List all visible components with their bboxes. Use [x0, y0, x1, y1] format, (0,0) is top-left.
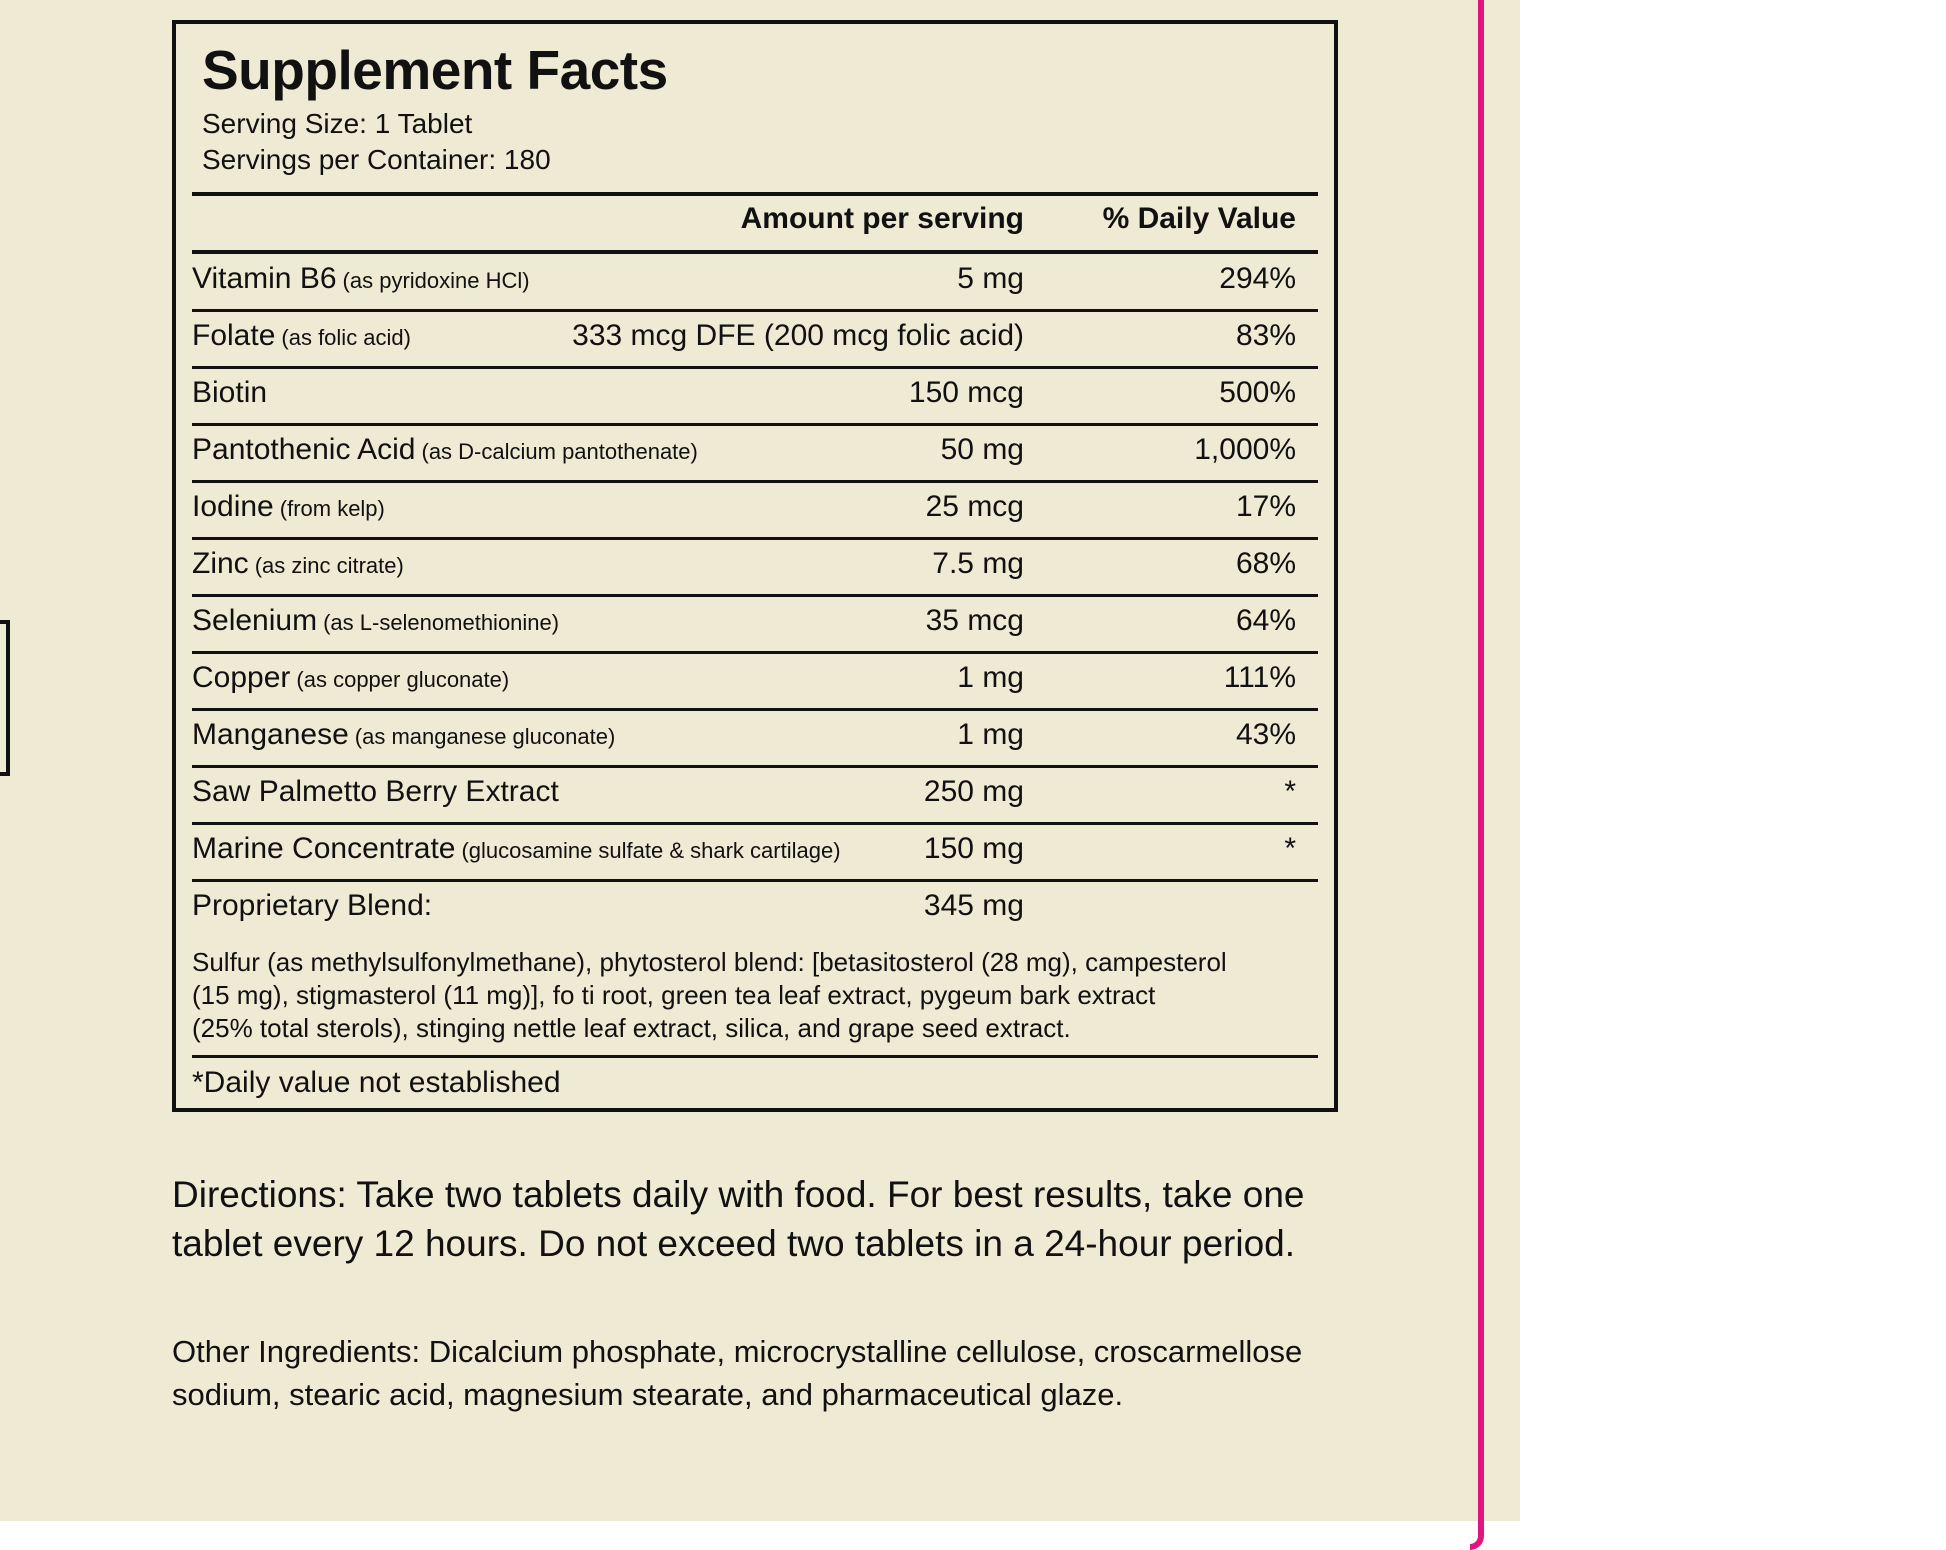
divider — [192, 423, 1318, 426]
nutrient-amount: 345 mg — [923, 889, 1024, 922]
nutrient-label: Zinc — [192, 547, 249, 580]
nutrient-row — [192, 826, 1318, 880]
daily-value-footnote: *Daily value not established — [192, 1066, 561, 1099]
divider — [192, 250, 1318, 254]
divider — [192, 480, 1318, 483]
divider — [192, 366, 1318, 369]
nutrient-daily-value: 294% — [1219, 262, 1296, 295]
nutrient-row — [192, 427, 1318, 481]
nutrient-daily-value: 83% — [1235, 319, 1296, 352]
nutrient-daily-value: 17% — [1235, 490, 1296, 523]
nutrient-source-note: (from kelp) — [279, 496, 385, 521]
nutrient-daily-value: * — [1284, 832, 1296, 865]
directions-text — [172, 1170, 1372, 1268]
nutrient-amount: 250 mg — [923, 775, 1024, 808]
supplement-facts-panel — [172, 20, 1338, 1112]
nutrient-daily-value: 500% — [1219, 376, 1296, 409]
blend-line: Sulfur (as methylsulfonylmethane), phytosterol blend: [betasitosterol (28 mg), campesterol — [192, 947, 1227, 977]
nutrient-label: Iodine — [192, 490, 274, 523]
nutrient-name — [192, 319, 411, 353]
nutrient-row — [192, 883, 1318, 937]
nutrient-daily-value: 68% — [1235, 547, 1296, 580]
nutrient-label: Marine Concentrate — [192, 832, 456, 865]
nutrient-label: Proprietary Blend: — [192, 889, 433, 922]
nutrient-amount: 1 mg — [957, 718, 1024, 751]
other-ingredients-text — [172, 1330, 1372, 1416]
nutrient-amount: 333 mcg DFE (200 mcg folic acid) — [572, 319, 1024, 352]
nutrient-label: Folate — [192, 319, 276, 352]
nutrient-daily-value: 43% — [1235, 718, 1296, 751]
nutrient-amount: 150 mg — [923, 832, 1024, 865]
nutrient-name — [192, 604, 559, 638]
nutrient-amount: 35 mcg — [925, 604, 1024, 637]
blend-line: (25% total sterols), stinging nettle leaf extract, silica, and grape seed extract. — [192, 1013, 1071, 1043]
directions-line: Directions: Take two tablets daily with food. For best results, take one — [172, 1174, 1305, 1215]
column-header-daily-value: % Daily Value — [1102, 202, 1296, 235]
nutrient-daily-value: 111% — [1223, 661, 1296, 694]
divider — [192, 822, 1318, 825]
proprietary-blend-ingredients — [192, 946, 1318, 1045]
divider — [192, 192, 1318, 196]
nutrient-source-note: (as L-selenomethionine) — [323, 610, 560, 635]
nutrient-source-note: (as D-calcium pantothenate) — [421, 439, 698, 464]
nutrient-row — [192, 598, 1318, 652]
nutrient-name — [192, 889, 432, 923]
other-ingredients-line: sodium, stearic acid, magnesium stearate, and pharmaceutical glaze. — [172, 1377, 1124, 1412]
left-edge-box — [0, 620, 10, 776]
nutrient-source-note: (as manganese gluconate) — [354, 724, 616, 749]
nutrient-amount: 25 mcg — [925, 490, 1024, 523]
nutrient-row — [192, 484, 1318, 538]
nutrient-label: Vitamin B6 — [192, 262, 337, 295]
divider — [192, 309, 1318, 312]
nutrient-row — [192, 256, 1318, 310]
divider — [192, 651, 1318, 654]
nutrient-name — [192, 718, 615, 752]
divider — [192, 879, 1318, 882]
serving-size: Serving Size: 1 Tablet — [202, 108, 473, 139]
divider — [192, 708, 1318, 711]
label-border-accent — [1470, 0, 1484, 1550]
divider — [192, 594, 1318, 597]
column-header-amount: Amount per serving — [740, 202, 1024, 235]
nutrient-name — [192, 262, 530, 296]
nutrient-amount: 150 mcg — [908, 376, 1024, 409]
nutrient-amount: 7.5 mg — [932, 547, 1024, 580]
nutrient-label: Biotin — [192, 376, 268, 409]
nutrient-name — [192, 775, 559, 809]
nutrient-row — [192, 655, 1318, 709]
nutrient-amount: 5 mg — [957, 262, 1024, 295]
divider — [192, 765, 1318, 768]
nutrient-amount: 1 mg — [957, 661, 1024, 694]
nutrient-name — [192, 832, 841, 866]
other-ingredients-line: Other Ingredients: Dicalcium phosphate, microcrystalline cellulose, croscarmellose — [172, 1334, 1303, 1369]
nutrient-label: Saw Palmetto Berry Extract — [192, 775, 559, 808]
nutrient-name — [192, 490, 385, 524]
nutrient-row — [192, 712, 1318, 766]
nutrient-label: Pantothenic Acid — [192, 433, 416, 466]
nutrient-source-note: (as copper gluconate) — [296, 667, 510, 692]
nutrient-label: Manganese — [192, 718, 349, 751]
divider — [192, 537, 1318, 540]
nutrient-source-note: (glucosamine sulfate & shark cartilage) — [461, 838, 841, 863]
facts-title: Supplement Facts — [202, 39, 668, 101]
nutrient-label: Copper — [192, 661, 291, 694]
servings-per-container: Servings per Container: 180 — [202, 144, 551, 175]
nutrient-name — [192, 547, 404, 581]
divider — [192, 1055, 1318, 1058]
nutrient-label: Selenium — [192, 604, 318, 637]
nutrient-row — [192, 541, 1318, 595]
directions-line: tablet every 12 hours. Do not exceed two tablets in a 24-hour period. — [172, 1223, 1296, 1264]
nutrient-source-note: (as zinc citrate) — [254, 553, 404, 578]
nutrient-daily-value: * — [1284, 775, 1296, 808]
nutrient-amount: 50 mg — [940, 433, 1024, 466]
nutrient-source-note: (as folic acid) — [281, 325, 411, 350]
nutrient-row — [192, 370, 1318, 424]
nutrient-name — [192, 661, 509, 695]
nutrient-row — [192, 769, 1318, 823]
nutrient-name — [192, 376, 267, 410]
nutrient-daily-value: 1,000% — [1194, 433, 1296, 466]
nutrient-daily-value: 64% — [1235, 604, 1296, 637]
blend-line: (15 mg), stigmasterol (11 mg)], fo ti root, green tea leaf extract, pygeum bark extract — [192, 980, 1156, 1010]
nutrient-source-note: (as pyridoxine HCl) — [342, 268, 530, 293]
nutrient-name — [192, 433, 698, 467]
nutrient-row — [192, 313, 1318, 367]
